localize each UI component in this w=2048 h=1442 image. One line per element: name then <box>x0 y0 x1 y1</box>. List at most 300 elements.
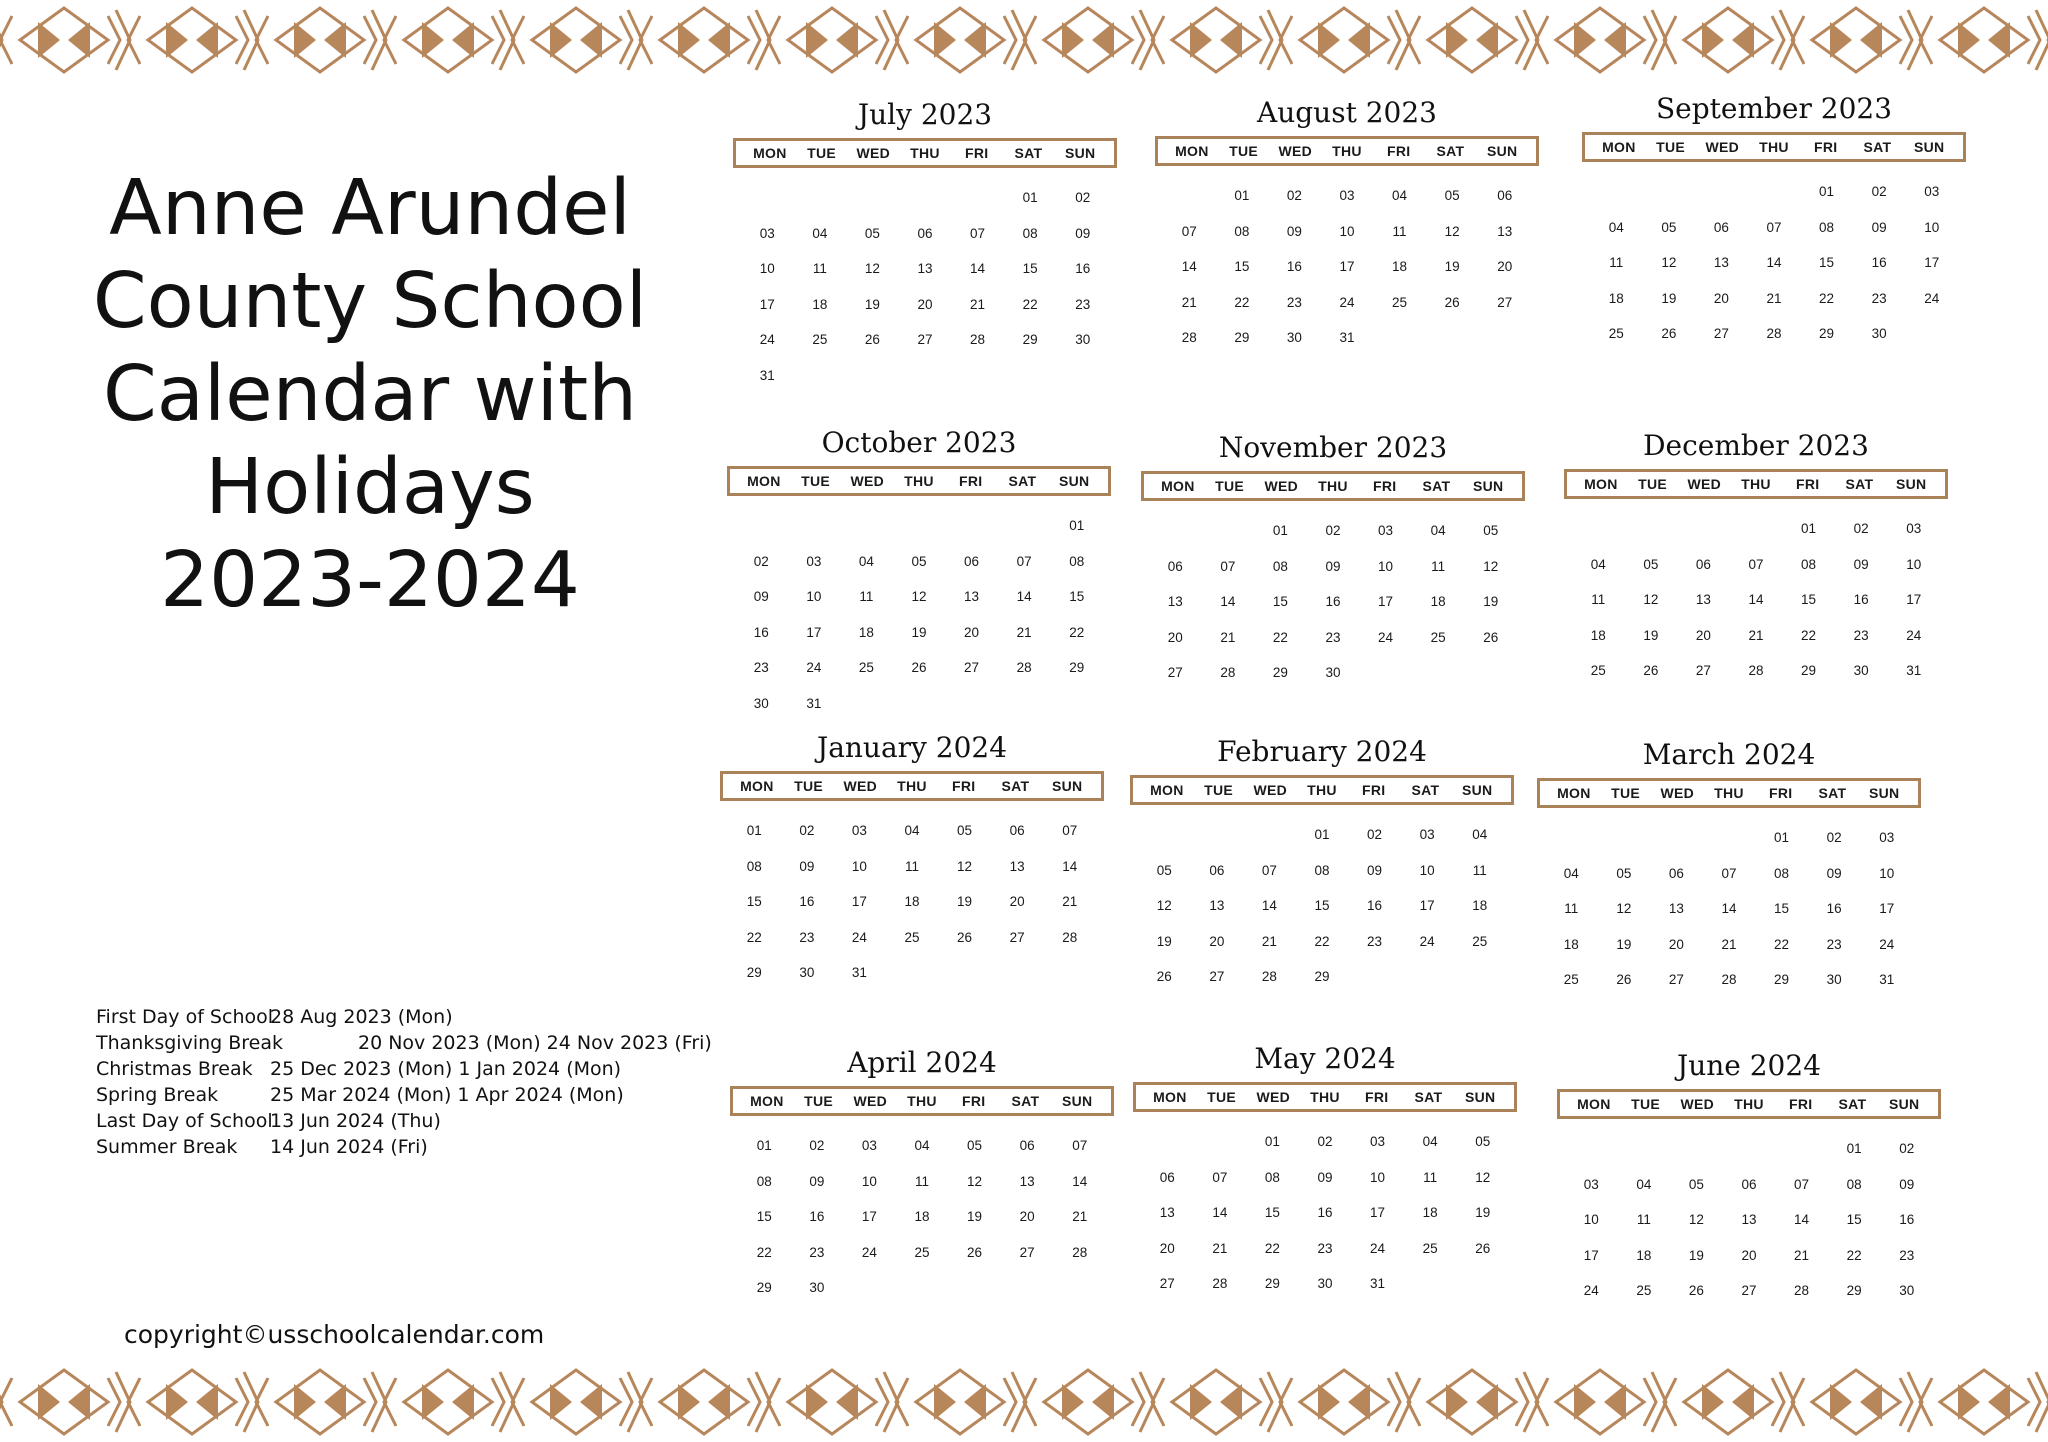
border-diamond <box>20 8 108 72</box>
day-cell: 31 <box>1879 972 1895 987</box>
day-cell: 26 <box>967 1244 983 1260</box>
empty-cell <box>1677 511 1730 547</box>
month-calendar <box>1582 86 1966 352</box>
day-cell: 24 <box>1879 936 1895 952</box>
day-grid <box>730 1116 1114 1306</box>
day-cell: 09 <box>1286 223 1302 239</box>
day-cell: 03 <box>1419 827 1435 842</box>
weekday-label: TUE <box>794 778 824 794</box>
day-cell: 21 <box>1794 1247 1810 1263</box>
day-cell: 22 <box>1774 936 1790 952</box>
day-cell: 10 <box>1378 558 1394 574</box>
day-cell: 04 <box>1392 188 1408 203</box>
day-cell: 01 <box>1022 190 1038 205</box>
day-cell: 10 <box>1924 219 1940 235</box>
holiday-date: 28 Aug 2023 (Mon) <box>270 1006 453 1028</box>
day-cell: 14 <box>1016 589 1032 604</box>
month-calendar <box>1130 729 1514 995</box>
day-cell: 20 <box>1009 894 1025 909</box>
weekday-label: THU <box>1332 143 1362 159</box>
day-cell: 14 <box>1181 259 1197 274</box>
month-title: March 2024 <box>1642 738 1816 771</box>
day-cell: 13 <box>1668 901 1684 916</box>
day-cell: 12 <box>957 858 973 874</box>
day-cell: 07 <box>1181 223 1197 239</box>
day-cell: 11 <box>812 261 827 276</box>
day-cell: 06 <box>1009 823 1025 838</box>
day-cell: 27 <box>1741 1283 1757 1298</box>
border-diamond <box>1940 1370 2028 1434</box>
empty-cell <box>1748 174 1801 210</box>
border-triangle <box>1958 1384 1980 1420</box>
day-cell: 25 <box>1392 294 1408 310</box>
day-grid <box>1582 162 1966 352</box>
day-cell: 28 <box>1072 1244 1088 1260</box>
day-cell: 01 <box>1272 523 1288 538</box>
day-cell: 16 <box>1899 1212 1915 1227</box>
empty-cell <box>1650 820 1703 856</box>
day-cell: 15 <box>1819 255 1835 270</box>
day-cell: 03 <box>1879 830 1895 845</box>
weekday-label: SUN <box>1051 778 1083 794</box>
day-cell: 01 <box>1774 830 1790 845</box>
weekday-header <box>1564 469 1948 499</box>
empty-cell <box>1243 817 1296 853</box>
weekday-label: THU <box>1759 139 1789 155</box>
holiday-date: 25 Mar 2024 (Mon) 1 Apr 2024 (Mon) <box>270 1084 624 1106</box>
day-cell: 30 <box>809 1280 825 1295</box>
weekday-label: MON <box>1150 782 1184 798</box>
day-cell: 30 <box>1317 1276 1333 1291</box>
border-triangle <box>1348 22 1370 58</box>
day-cell: 08 <box>1069 553 1085 569</box>
weekday-label: THU <box>1318 478 1348 494</box>
border-triangle <box>550 1384 572 1420</box>
day-cell: 28 <box>1261 969 1277 984</box>
empty-cell <box>1149 513 1202 549</box>
border-triangle <box>1988 22 2010 58</box>
day-cell: 05 <box>1661 219 1677 235</box>
day-cell: 30 <box>753 695 769 711</box>
day-cell: 25 <box>858 660 874 675</box>
day-grid <box>1564 499 1948 689</box>
day-cell: 09 <box>1826 865 1842 881</box>
holiday-name: Spring Break <box>96 1084 219 1106</box>
day-cell: 04 <box>858 553 874 569</box>
day-cell: 10 <box>1339 223 1355 239</box>
day-cell: 06 <box>1167 558 1183 574</box>
day-cell: 10 <box>851 858 867 874</box>
day-cell: 28 <box>1062 929 1078 945</box>
month-title: February 2024 <box>1217 735 1427 768</box>
day-cell: 24 <box>851 929 867 945</box>
day-cell: 19 <box>864 296 880 312</box>
day-cell: 12 <box>1661 255 1677 270</box>
weekday-label: WED <box>853 1093 888 1109</box>
day-cell: 13 <box>964 589 980 604</box>
empty-cell <box>741 180 794 216</box>
day-cell: 08 <box>1234 223 1250 239</box>
weekday-label: WED <box>1660 785 1695 801</box>
day-cell: 19 <box>1156 933 1172 949</box>
day-cell: 25 <box>1430 629 1446 645</box>
day-cell: 15 <box>1314 898 1330 913</box>
day-cell: 25 <box>1636 1283 1652 1298</box>
weekday-label: WED <box>843 778 878 794</box>
day-cell: 30 <box>1826 972 1842 987</box>
day-cell: 05 <box>1475 1134 1491 1149</box>
day-cell: 09 <box>1871 219 1887 235</box>
border-diamond <box>148 8 236 72</box>
border-triangle <box>1732 22 1754 58</box>
day-cell: 16 <box>1853 592 1869 607</box>
day-cell: 31 <box>1339 330 1355 345</box>
day-cell: 18 <box>1636 1247 1652 1263</box>
weekday-label: WED <box>1256 1089 1291 1105</box>
day-cell: 11 <box>1609 255 1624 270</box>
border-triangle <box>324 22 346 58</box>
day-cell: 02 <box>1075 190 1091 205</box>
day-cell: 14 <box>1072 1173 1088 1189</box>
day-cell: 22 <box>1264 1240 1280 1256</box>
border-diamond <box>1812 1370 1900 1434</box>
weekday-header <box>1130 775 1514 805</box>
day-cell: 04 <box>1430 523 1446 538</box>
day-cell: 25 <box>914 1244 930 1260</box>
weekday-label: TUE <box>1215 478 1245 494</box>
copyright-text: copyright©usschoolcalendar.com <box>124 1320 545 1349</box>
border-triangle <box>422 22 444 58</box>
weekday-label: FRI <box>1796 476 1820 492</box>
day-cell: 26 <box>1661 326 1677 341</box>
border-diamond <box>1044 8 1132 72</box>
day-grid <box>1141 501 1525 691</box>
day-cell: 18 <box>1422 1205 1438 1220</box>
weekday-label: WED <box>1264 478 1299 494</box>
day-cell: 11 <box>1472 862 1487 878</box>
day-cell: 04 <box>914 1138 930 1153</box>
holiday-row <box>96 1030 716 1056</box>
day-cell: 05 <box>1616 865 1632 881</box>
day-cell: 22 <box>1819 290 1835 306</box>
month-calendar <box>1133 1036 1517 1302</box>
day-cell: 08 <box>1264 1169 1280 1185</box>
weekday-label: SUN <box>1913 139 1945 155</box>
empty-cell <box>788 508 841 544</box>
day-cell: 23 <box>1826 936 1842 952</box>
empty-cell <box>1138 817 1191 853</box>
border-triangle <box>1190 22 1212 58</box>
day-cell: 05 <box>967 1138 983 1153</box>
day-cell: 04 <box>1563 865 1579 881</box>
day-cell: 21 <box>1220 629 1236 645</box>
holiday-row <box>96 1082 716 1108</box>
day-cell: 29 <box>1264 1276 1280 1291</box>
day-cell: 06 <box>964 553 980 569</box>
weekday-header <box>1537 778 1921 808</box>
day-cell: 09 <box>1317 1169 1333 1185</box>
day-cell: 03 <box>851 823 867 838</box>
month-calendar <box>1564 423 1948 689</box>
empty-cell <box>735 508 788 544</box>
weekday-label: WED <box>1253 782 1288 798</box>
weekday-label: SAT <box>1014 145 1043 161</box>
day-cell: 15 <box>1272 594 1288 609</box>
day-cell: 21 <box>1072 1209 1088 1224</box>
border-triangle <box>1220 22 1242 58</box>
day-cell: 12 <box>864 261 880 276</box>
day-cell: 09 <box>809 1173 825 1189</box>
day-cell: 05 <box>864 225 880 241</box>
day-cell: 14 <box>1766 255 1782 270</box>
weekday-label: SAT <box>1411 782 1440 798</box>
border-triangle <box>1830 1384 1852 1420</box>
day-cell: 23 <box>1317 1240 1333 1256</box>
month-calendar <box>1537 732 1921 998</box>
day-cell: 24 <box>806 660 822 675</box>
empty-cell <box>1572 511 1625 547</box>
day-cell: 01 <box>1234 188 1250 203</box>
day-cell: 03 <box>1906 521 1922 536</box>
day-cell: 13 <box>917 261 933 276</box>
border-diamond <box>1684 8 1772 72</box>
empty-cell <box>1618 1131 1671 1167</box>
day-cell: 16 <box>1075 261 1091 276</box>
weekday-label: FRI <box>1362 782 1386 798</box>
border-diamond <box>532 1370 620 1434</box>
day-cell: 22 <box>1234 294 1250 310</box>
day-cell: 31 <box>1370 1276 1386 1291</box>
weekday-header <box>1133 1082 1517 1112</box>
weekday-label: SUN <box>1058 473 1090 489</box>
day-cell: 21 <box>1748 627 1764 643</box>
border-triangle <box>1604 22 1626 58</box>
day-cell: 03 <box>1378 523 1394 538</box>
weekday-label: MON <box>753 145 787 161</box>
border-diamond <box>1812 8 1900 72</box>
day-cell: 11 <box>1431 558 1446 574</box>
day-cell: 30 <box>799 965 815 980</box>
weekday-label: SUN <box>1461 782 1493 798</box>
day-cell: 03 <box>806 553 822 569</box>
day-cell: 12 <box>1688 1212 1704 1227</box>
day-cell: 15 <box>1069 589 1085 604</box>
border-triangle <box>1446 1384 1468 1420</box>
day-cell: 02 <box>799 823 815 838</box>
weekday-label: FRI <box>1814 139 1838 155</box>
day-cell: 29 <box>1234 330 1250 345</box>
day-cell: 30 <box>1325 665 1341 680</box>
day-cell: 07 <box>1016 553 1032 569</box>
day-cell: 07 <box>1212 1169 1228 1185</box>
month-calendar <box>730 1040 1114 1306</box>
weekday-label: FRI <box>962 1093 986 1109</box>
day-cell: 05 <box>1483 523 1499 538</box>
day-cell: 07 <box>1748 556 1764 572</box>
decorative-border-top <box>0 0 2048 80</box>
empty-cell <box>1191 817 1244 853</box>
day-cell: 23 <box>753 660 769 675</box>
day-cell: 15 <box>756 1209 772 1224</box>
day-cell: 10 <box>1906 556 1922 572</box>
day-cell: 24 <box>1583 1283 1599 1298</box>
day-cell: 19 <box>1661 290 1677 306</box>
day-cell: 20 <box>1019 1209 1035 1224</box>
month-title: September 2023 <box>1655 92 1893 125</box>
border-diamond <box>1300 8 1388 72</box>
day-cell: 26 <box>1444 294 1460 310</box>
holiday-row <box>96 1108 716 1134</box>
day-cell: 17 <box>861 1209 877 1224</box>
border-triangle <box>934 22 956 58</box>
day-cell: 30 <box>1286 330 1302 345</box>
day-cell: 27 <box>1019 1244 1035 1260</box>
decorative-border-bottom <box>0 1362 2048 1442</box>
day-cell: 09 <box>1853 556 1869 572</box>
weekday-label: WED <box>1705 139 1740 155</box>
border-diamond <box>1300 1370 1388 1434</box>
day-cell: 21 <box>1766 290 1782 306</box>
weekday-label: THU <box>1307 782 1337 798</box>
empty-cell <box>1202 513 1255 549</box>
empty-cell <box>1590 174 1643 210</box>
day-cell: 18 <box>1430 594 1446 609</box>
month-calendar <box>727 420 1111 721</box>
day-cell: 05 <box>1156 862 1172 878</box>
day-cell: 12 <box>967 1173 983 1189</box>
day-cell: 29 <box>746 965 762 980</box>
day-cell: 03 <box>1924 184 1940 199</box>
border-triangle <box>1574 22 1596 58</box>
border-triangle <box>1860 1384 1882 1420</box>
day-cell: 25 <box>1472 933 1488 949</box>
day-cell: 01 <box>1801 521 1817 536</box>
weekday-label: FRI <box>952 778 976 794</box>
day-cell: 17 <box>1370 1205 1386 1220</box>
day-cell: 18 <box>1590 627 1606 643</box>
border-triangle <box>1860 22 1882 58</box>
border-diamond <box>916 1370 1004 1434</box>
weekday-label: TUE <box>1204 782 1234 798</box>
day-cell: 19 <box>1483 594 1499 609</box>
month-title: January 2024 <box>816 731 1008 764</box>
holiday-list <box>96 1004 716 1160</box>
day-cell: 18 <box>1472 898 1488 913</box>
day-cell: 13 <box>1009 858 1025 874</box>
day-cell: 24 <box>861 1244 877 1260</box>
border-triangle <box>806 1384 828 1420</box>
weekday-label: WED <box>856 145 891 161</box>
day-cell: 10 <box>759 261 775 276</box>
day-cell: 21 <box>1212 1240 1228 1256</box>
month-title: April 2024 <box>847 1046 997 1079</box>
day-cell: 14 <box>1220 594 1236 609</box>
border-triangle <box>1092 22 1114 58</box>
border-triangle <box>678 1384 700 1420</box>
day-cell: 25 <box>1608 326 1624 341</box>
weekday-label: SAT <box>1011 1093 1040 1109</box>
day-cell: 20 <box>1668 936 1684 952</box>
holiday-name: First Day of School <box>96 1006 274 1028</box>
day-cell: 22 <box>756 1244 772 1260</box>
day-cell: 09 <box>1367 862 1383 878</box>
border-triangle <box>836 1384 858 1420</box>
day-cell: 25 <box>1590 663 1606 678</box>
day-cell: 22 <box>1272 629 1288 645</box>
day-cell: 05 <box>911 553 927 569</box>
day-cell: 28 <box>970 332 986 347</box>
day-cell: 07 <box>1794 1176 1810 1192</box>
day-cell: 06 <box>1695 556 1711 572</box>
day-cell: 23 <box>1325 629 1341 645</box>
title-line: 2023-2024 <box>160 536 580 625</box>
weekday-header <box>1155 136 1539 166</box>
day-cell: 02 <box>1826 830 1842 845</box>
weekday-label: MON <box>1161 478 1195 494</box>
day-cell: 19 <box>1616 936 1632 952</box>
day-cell: 02 <box>753 553 769 569</box>
day-cell: 20 <box>1167 629 1183 645</box>
day-cell: 08 <box>1774 865 1790 881</box>
day-cell: 05 <box>957 823 973 838</box>
border-triangle <box>964 1384 986 1420</box>
month-calendar <box>1155 90 1539 356</box>
weekday-label: MON <box>1557 785 1591 801</box>
day-cell: 15 <box>1234 259 1250 274</box>
day-cell: 15 <box>1801 592 1817 607</box>
day-cell: 01 <box>1264 1134 1280 1149</box>
day-cell: 27 <box>964 660 980 675</box>
border-triangle <box>1092 1384 1114 1420</box>
day-cell: 17 <box>759 296 775 312</box>
weekday-label: WED <box>1278 143 1313 159</box>
day-cell: 13 <box>1695 592 1711 607</box>
empty-cell <box>1775 1131 1828 1167</box>
border-triangle <box>1446 22 1468 58</box>
empty-cell <box>1565 1131 1618 1167</box>
weekday-label: TUE <box>801 473 831 489</box>
weekday-label: TUE <box>1631 1096 1661 1112</box>
day-cell: 07 <box>970 225 986 241</box>
weekday-header <box>733 138 1117 168</box>
weekday-label: TUE <box>1207 1089 1237 1105</box>
day-cell: 18 <box>904 894 920 909</box>
day-cell: 05 <box>1688 1176 1704 1192</box>
border-diamond <box>1428 8 1516 72</box>
day-cell: 06 <box>1741 1176 1757 1192</box>
weekday-label: SUN <box>1472 478 1504 494</box>
day-cell: 29 <box>756 1280 772 1295</box>
weekday-label: THU <box>907 1093 937 1109</box>
weekday-label: THU <box>910 145 940 161</box>
day-cell: 31 <box>759 367 775 383</box>
day-cell: 17 <box>806 624 822 640</box>
day-cell: 20 <box>1497 259 1513 274</box>
day-cell: 16 <box>1325 594 1341 609</box>
month-title: July 2023 <box>857 98 993 131</box>
day-cell: 14 <box>1062 858 1078 874</box>
day-cell: 16 <box>1367 898 1383 913</box>
empty-cell <box>998 508 1051 544</box>
day-cell: 12 <box>1616 901 1632 916</box>
border-triangle <box>1476 1384 1498 1420</box>
weekday-label: WED <box>1687 476 1722 492</box>
day-cell: 16 <box>809 1209 825 1224</box>
holiday-row <box>96 1004 716 1030</box>
day-cell: 29 <box>1022 332 1038 347</box>
border-triangle <box>1318 22 1340 58</box>
day-grid <box>1537 808 1921 998</box>
